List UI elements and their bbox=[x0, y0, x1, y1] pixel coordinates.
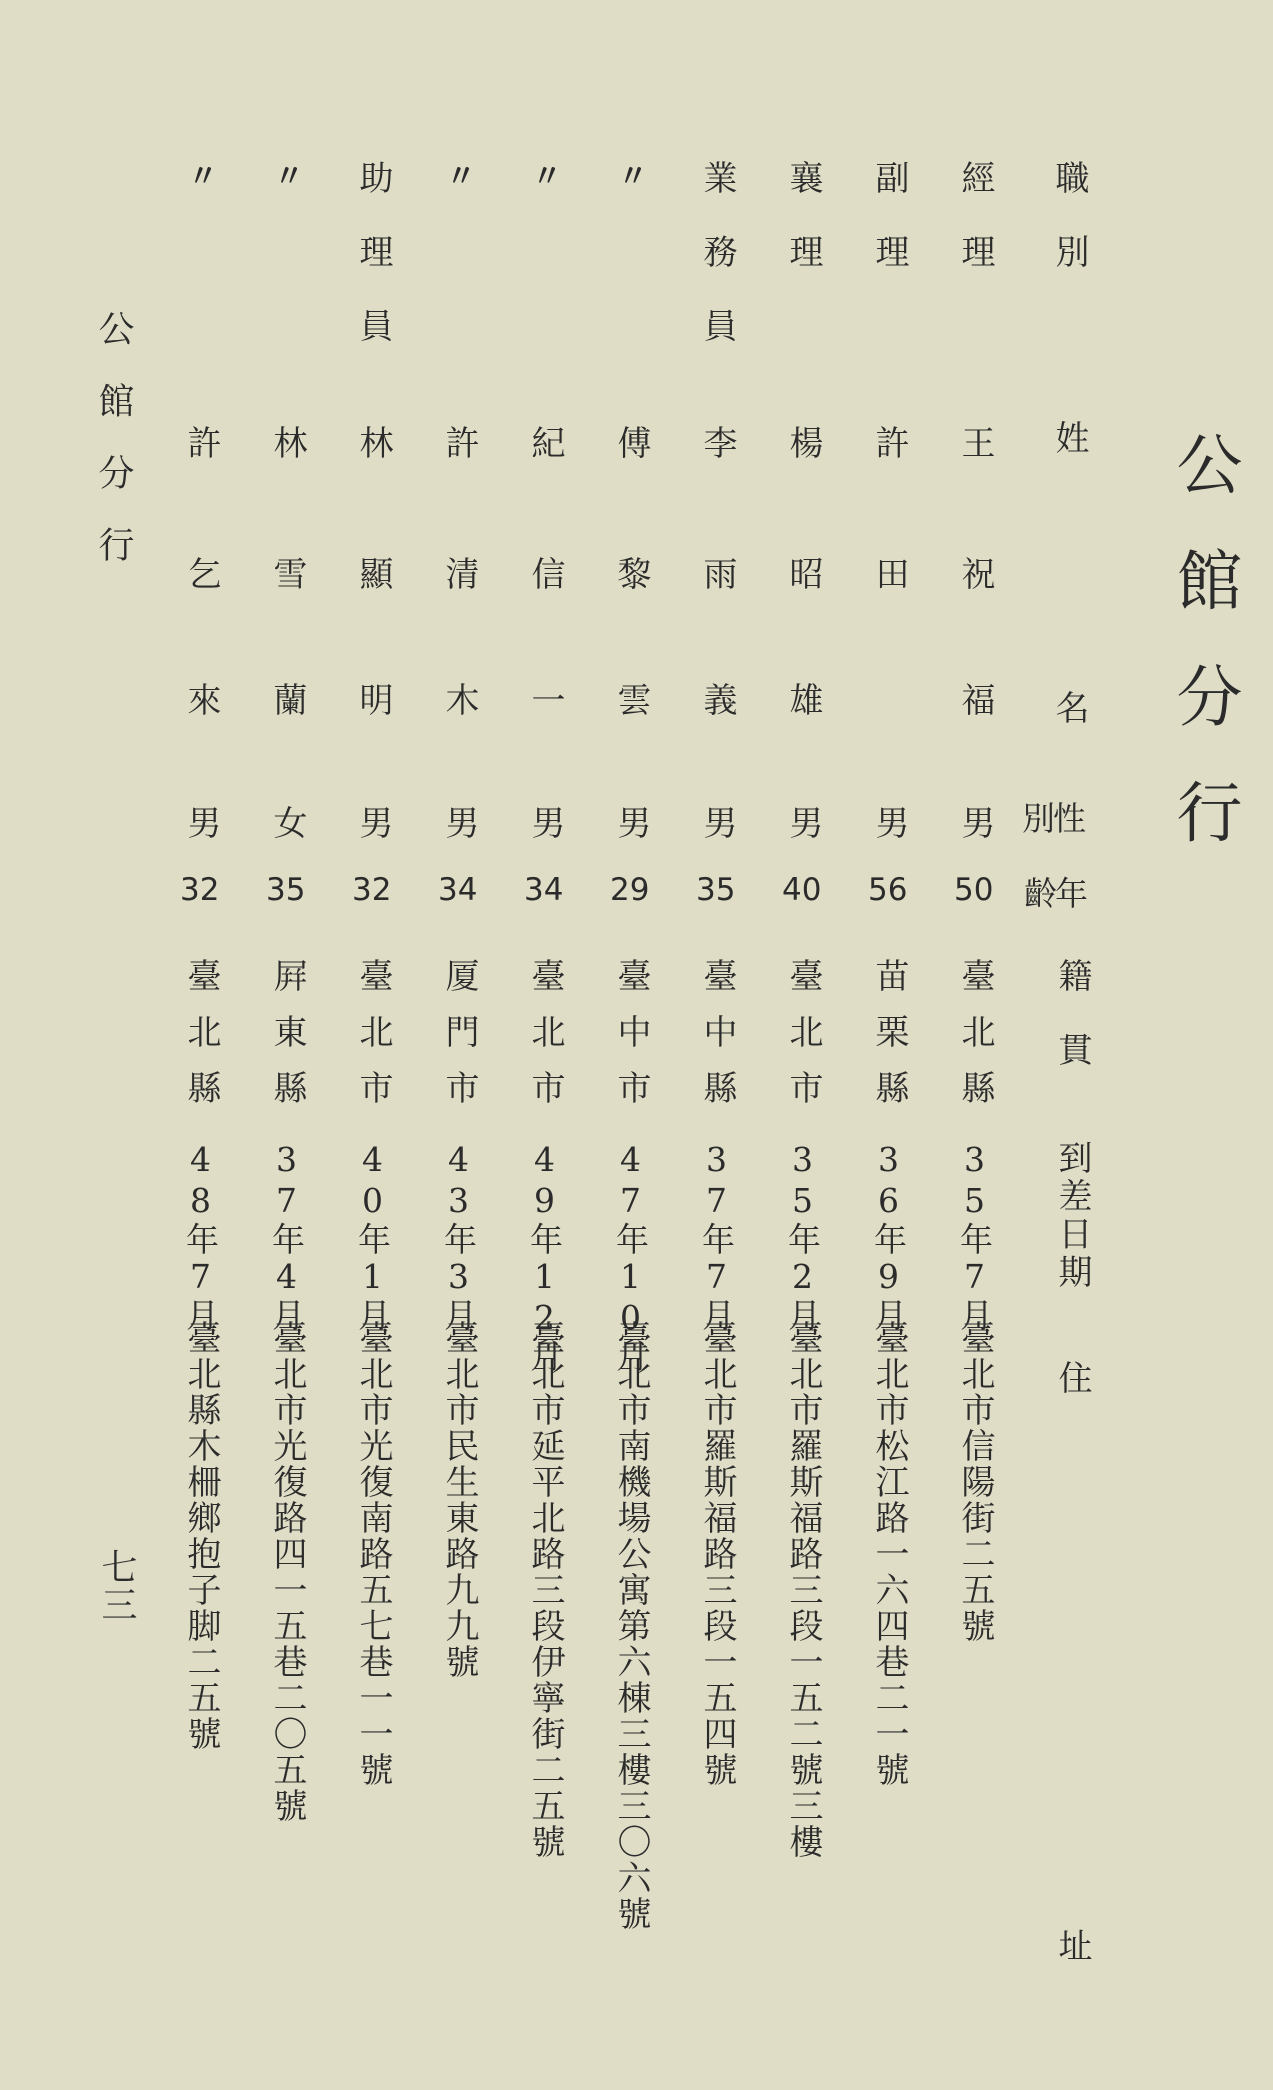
header-address-bottom: 址 bbox=[1052, 1928, 1092, 1962]
row-address: 臺北市南機場公寓第六棟三樓三〇六號 bbox=[611, 1320, 651, 1932]
row-given-name: 顯明 bbox=[353, 556, 393, 808]
row-sex: 男 bbox=[697, 805, 737, 839]
row-start-date: 35年2月 bbox=[783, 1140, 822, 1333]
row-start-date: 43年3月 bbox=[439, 1140, 478, 1333]
row-address: 臺北市民生東路九九號 bbox=[439, 1320, 479, 1680]
row-surname: 許 bbox=[439, 425, 479, 459]
row-origin: 臺中縣 bbox=[697, 958, 737, 1126]
row-surname: 王 bbox=[955, 425, 995, 459]
side-running-label: 公館分行 bbox=[93, 310, 134, 598]
row-job: 助理員 bbox=[353, 160, 393, 382]
page-title: 公館分行 bbox=[1165, 430, 1242, 894]
row-surname: 傅 bbox=[611, 425, 651, 459]
row-age: 29 bbox=[610, 872, 650, 908]
row-job: 〃 bbox=[440, 160, 475, 230]
row-start-date: 40年1月 bbox=[353, 1140, 392, 1333]
row-job: 業務員 bbox=[697, 160, 737, 382]
row-age: 35 bbox=[696, 872, 736, 908]
row-given-name: 信一 bbox=[525, 556, 565, 808]
header-name-bottom: 名 bbox=[1049, 690, 1089, 724]
row-age: 34 bbox=[524, 872, 564, 908]
row-origin: 臺北市 bbox=[353, 958, 393, 1126]
row-sex: 男 bbox=[353, 805, 393, 839]
row-sex: 男 bbox=[611, 805, 651, 839]
header-name-top: 姓 bbox=[1049, 420, 1089, 454]
row-address: 臺北市光復路四一五巷二〇五號 bbox=[267, 1320, 307, 1824]
row-surname: 許 bbox=[869, 425, 909, 459]
row-job: 〃 bbox=[268, 160, 303, 230]
row-origin: 臺中市 bbox=[611, 958, 651, 1126]
row-sex: 男 bbox=[525, 805, 565, 839]
header-job: 職別 bbox=[1049, 160, 1089, 308]
row-address: 臺北市松江路一六四巷二一號 bbox=[869, 1320, 909, 1788]
row-sex: 女 bbox=[267, 805, 307, 839]
row-given-name: 雨義 bbox=[697, 556, 737, 808]
row-age: 32 bbox=[352, 872, 392, 908]
header-sex: 別性 bbox=[1022, 799, 1084, 838]
row-job: 〃 bbox=[526, 160, 561, 230]
row-age: 35 bbox=[266, 872, 306, 908]
row-surname: 紀 bbox=[525, 425, 565, 459]
row-job: 〃 bbox=[612, 160, 647, 230]
row-age: 56 bbox=[868, 872, 908, 908]
row-given-name: 祝福 bbox=[955, 556, 995, 808]
row-start-date: 48年7月 bbox=[181, 1140, 220, 1333]
row-age: 34 bbox=[438, 872, 478, 908]
row-job: 襄理 bbox=[783, 160, 823, 308]
row-origin: 臺北縣 bbox=[181, 958, 221, 1126]
row-start-date: 37年4月 bbox=[267, 1140, 306, 1333]
row-surname: 許 bbox=[181, 425, 221, 459]
row-origin: 厦門市 bbox=[439, 958, 479, 1126]
row-job: 〃 bbox=[182, 160, 217, 230]
row-start-date: 37年7月 bbox=[697, 1140, 736, 1333]
header-origin: 籍貫 bbox=[1052, 958, 1092, 1106]
row-surname: 林 bbox=[267, 425, 307, 459]
header-address-top: 住 bbox=[1052, 1360, 1092, 1394]
row-address: 臺北市羅斯福路三段一五四號 bbox=[697, 1320, 737, 1788]
row-sex: 男 bbox=[439, 805, 479, 839]
header-age: 齡年 bbox=[1024, 874, 1086, 913]
row-start-date: 36年9月 bbox=[869, 1140, 908, 1333]
row-given-name: 昭雄 bbox=[783, 556, 823, 808]
row-age: 50 bbox=[954, 872, 994, 908]
row-sex: 男 bbox=[783, 805, 823, 839]
row-given-name: 田 bbox=[869, 556, 909, 682]
row-sex: 男 bbox=[869, 805, 909, 839]
row-address: 臺北市光復南路五七巷一一號 bbox=[353, 1320, 393, 1788]
row-start-date: 49年12月 bbox=[525, 1140, 564, 1374]
row-address: 臺北縣木柵鄉抱子脚二五號 bbox=[181, 1320, 221, 1752]
row-given-name: 黎雲 bbox=[611, 556, 651, 808]
row-surname: 林 bbox=[353, 425, 393, 459]
row-origin: 苗栗縣 bbox=[869, 958, 909, 1126]
header-date: 到差日期 bbox=[1052, 1140, 1092, 1292]
row-given-name: 清木 bbox=[439, 556, 479, 808]
row-surname: 楊 bbox=[783, 425, 823, 459]
row-address: 臺北市延平北路三段伊寧街二五號 bbox=[525, 1320, 565, 1860]
row-origin: 臺北縣 bbox=[955, 958, 995, 1126]
row-surname: 李 bbox=[697, 425, 737, 459]
row-sex: 男 bbox=[181, 805, 221, 839]
page-number: 七三 bbox=[96, 1548, 137, 1624]
row-given-name: 雪蘭 bbox=[267, 556, 307, 808]
row-origin: 臺北市 bbox=[783, 958, 823, 1126]
row-address: 臺北市羅斯福路三段一五二號三樓 bbox=[783, 1320, 823, 1860]
row-given-name: 乞來 bbox=[181, 556, 221, 808]
row-start-date: 35年7月 bbox=[955, 1140, 994, 1333]
row-job: 副理 bbox=[869, 160, 909, 308]
row-origin: 屛東縣 bbox=[267, 958, 307, 1126]
row-origin: 臺北市 bbox=[525, 958, 565, 1126]
row-job: 經理 bbox=[955, 160, 995, 308]
row-address: 臺北市信陽街二五號 bbox=[955, 1320, 995, 1644]
row-age: 40 bbox=[782, 872, 822, 908]
row-sex: 男 bbox=[955, 805, 995, 839]
row-start-date: 47年10月 bbox=[611, 1140, 650, 1374]
row-age: 32 bbox=[180, 872, 220, 908]
